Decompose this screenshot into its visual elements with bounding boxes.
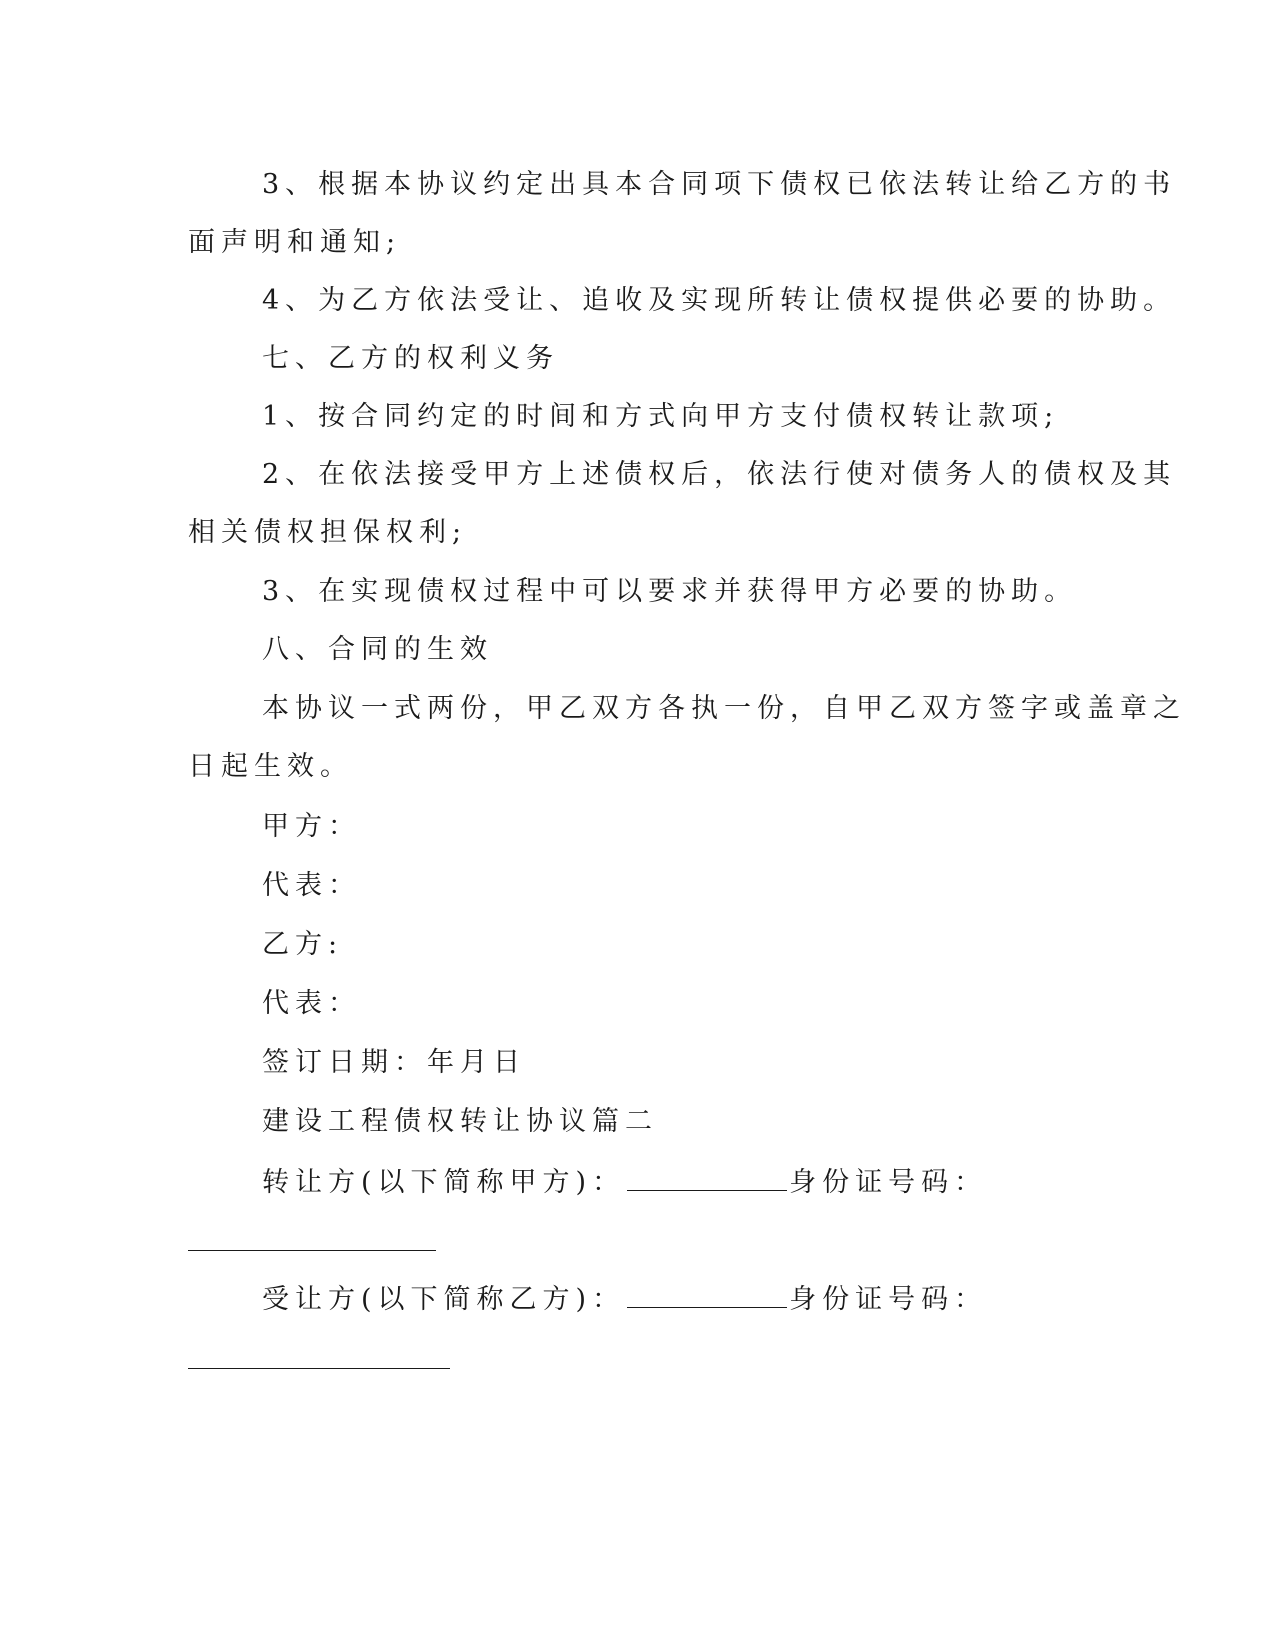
party-a-representative-label: 代表：: [262, 870, 361, 901]
transferor-line: [262, 1164, 987, 1200]
effect-clause-line-1: 本协议一式两份，甲乙双方各执一份，自甲乙双方签字或盖章之: [262, 693, 1186, 724]
section-7-heading: 七、乙方的权利义务: [262, 343, 559, 374]
transferee-id-blank: [188, 1368, 450, 1369]
transferor-id-blank: [188, 1250, 436, 1251]
party-b-signature-label: 乙方:: [262, 929, 344, 960]
party-b-representative-label: 代表：: [262, 988, 361, 1019]
party-b-duty-2-line-1: 2、在依法接受甲方上述债权后，依法行使对债务人的债权及其: [262, 459, 1177, 490]
transferor-id-label: 身份证号码：: [789, 1167, 988, 1198]
clause-3-line-2: 面声明和通知;: [188, 227, 402, 258]
transferee-line: [262, 1281, 987, 1317]
transferee-label: 受让方(以下简称乙方)：: [262, 1284, 626, 1315]
transferor-name-blank: [627, 1164, 787, 1191]
clause-4: 4、为乙方依法受让、追收及实现所转让债权提供必要的协助。: [262, 285, 1177, 316]
section-8-heading: 八、合同的生效: [262, 634, 493, 665]
party-b-duty-3: 3、在实现债权过程中可以要求并获得甲方必要的协助。: [262, 576, 1078, 607]
section-title-part-2: 建设工程债权转让协议篇二: [262, 1106, 658, 1137]
party-a-signature-label: 甲方：: [262, 811, 361, 842]
transferor-label: 转让方(以下简称甲方)：: [262, 1167, 626, 1198]
clause-3-line-1: 3、根据本协议约定出具本合同项下债权已依法转让给乙方的书: [262, 169, 1177, 200]
effect-clause-line-2: 日起生效。: [188, 751, 353, 782]
signing-date: 签订日期：年月日: [262, 1047, 526, 1078]
party-b-duty-2-line-2: 相关债权担保权利;: [188, 517, 468, 548]
party-b-duty-1: 1、按合同约定的时间和方式向甲方支付债权转让款项;: [262, 401, 1060, 432]
transferee-name-blank: [627, 1281, 787, 1308]
transferee-id-label: 身份证号码：: [789, 1284, 988, 1315]
